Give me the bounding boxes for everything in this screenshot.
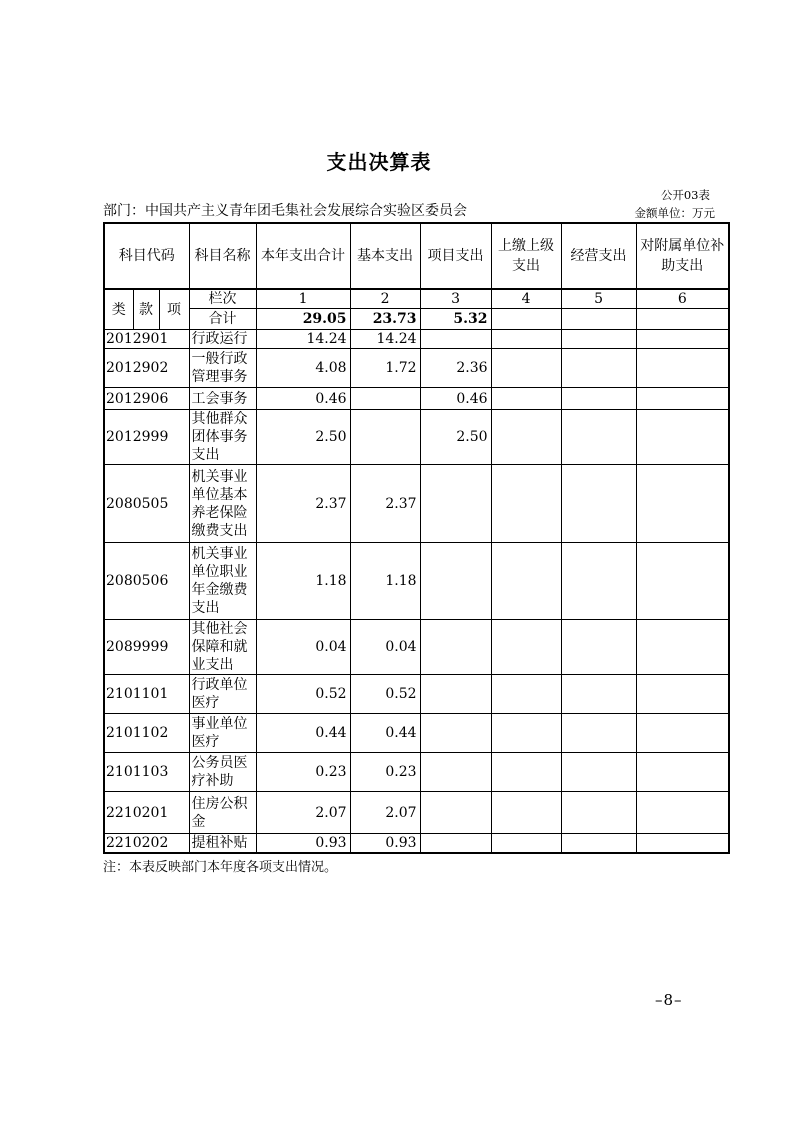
cell-project <box>420 465 491 543</box>
header-subject-name: 科目名称 <box>189 223 256 289</box>
cell-subject-name: 机关事业单位基本养老保险缴费支出 <box>189 465 256 543</box>
cell-subsidy <box>636 543 729 620</box>
cell-basic: 0.93 <box>350 834 420 854</box>
cell-operating <box>561 388 636 410</box>
table-row <box>104 714 729 753</box>
cell-subject-name: 住房公积金 <box>189 792 256 834</box>
cell-basic: 0.52 <box>350 675 420 714</box>
header-col-basic: 基本支出 <box>350 223 420 289</box>
cell-project <box>420 675 491 714</box>
cell-subject-code: 2012901 <box>104 330 189 349</box>
cell-project <box>420 834 491 854</box>
cell-total: 2.37 <box>256 465 350 543</box>
cell-total: 2.07 <box>256 792 350 834</box>
column-index-label: 栏次 <box>189 289 256 309</box>
cell-operating <box>561 543 636 620</box>
cell-subsidy <box>636 410 729 465</box>
total-cell-subsidy <box>636 309 729 330</box>
cell-operating <box>561 792 636 834</box>
cell-subject-name: 其他群众团体事务支出 <box>189 410 256 465</box>
cell-basic: 1.72 <box>350 349 420 388</box>
cell-operating <box>561 465 636 543</box>
cell-subject-code: 2012999 <box>104 410 189 465</box>
cell-basic: 2.37 <box>350 465 420 543</box>
cell-total: 0.46 <box>256 388 350 410</box>
cell-subject-code: 2080505 <box>104 465 189 543</box>
cell-subsidy <box>636 388 729 410</box>
header-col-project: 项目支出 <box>420 223 491 289</box>
table-row <box>104 834 729 854</box>
table-row <box>104 753 729 792</box>
column-index-4: 4 <box>491 289 561 309</box>
unit-label: 金额单位：万元 <box>634 206 715 220</box>
cell-subject-name: 公务员医疗补助 <box>189 753 256 792</box>
cell-handover <box>491 714 561 753</box>
cell-handover <box>491 834 561 854</box>
cell-subject-name: 机关事业单位职业年金缴费支出 <box>189 543 256 620</box>
header-col-subsidy: 对附属单位补助支出 <box>636 223 729 289</box>
cell-project: 0.46 <box>420 388 491 410</box>
table-row <box>104 330 729 349</box>
column-index-3: 3 <box>420 289 491 309</box>
cell-handover <box>491 543 561 620</box>
cell-operating <box>561 349 636 388</box>
cell-basic: 0.23 <box>350 753 420 792</box>
cell-project <box>420 792 491 834</box>
cell-subsidy <box>636 675 729 714</box>
cell-basic: 0.04 <box>350 620 420 675</box>
cell-operating <box>561 675 636 714</box>
cell-subject-name: 工会事务 <box>189 388 256 410</box>
cell-total: 4.08 <box>256 349 350 388</box>
header-col-handover: 上缴上级支出 <box>491 223 561 289</box>
table-code-label: 公开03表 <box>660 188 710 202</box>
cell-subject-code: 2210202 <box>104 834 189 854</box>
cell-subject-name: 行政单位医疗 <box>189 675 256 714</box>
cell-project <box>420 714 491 753</box>
cell-basic: 2.07 <box>350 792 420 834</box>
cell-total: 0.52 <box>256 675 350 714</box>
cell-operating <box>561 330 636 349</box>
cell-subject-name: 一般行政管理事务 <box>189 349 256 388</box>
header-col-operating: 经营支出 <box>561 223 636 289</box>
cell-subject-name: 其他社会保障和就业支出 <box>189 620 256 675</box>
cell-handover <box>491 620 561 675</box>
header-sub-class: 类 <box>104 289 133 330</box>
cell-subject-code: 2080506 <box>104 543 189 620</box>
cell-subsidy <box>636 349 729 388</box>
cell-subsidy <box>636 792 729 834</box>
cell-total: 0.93 <box>256 834 350 854</box>
cell-subsidy <box>636 465 729 543</box>
cell-operating <box>561 620 636 675</box>
column-index-6: 6 <box>636 289 729 309</box>
cell-subsidy <box>636 714 729 753</box>
cell-project: 2.50 <box>420 410 491 465</box>
total-cell-handover <box>491 309 561 330</box>
cell-handover <box>491 330 561 349</box>
table-row <box>104 675 729 714</box>
header-subject-code: 科目代码 <box>104 223 189 289</box>
cell-handover <box>491 349 561 388</box>
table-row <box>104 349 729 388</box>
page-title: 支出决算表 <box>326 150 432 174</box>
cell-subsidy <box>636 330 729 349</box>
cell-handover <box>491 465 561 543</box>
expenditure-table <box>103 222 730 854</box>
cell-basic: 0.44 <box>350 714 420 753</box>
cell-subject-name: 行政运行 <box>189 330 256 349</box>
cell-handover <box>491 388 561 410</box>
cell-subject-code: 2089999 <box>104 620 189 675</box>
cell-operating <box>561 834 636 854</box>
column-index-row <box>104 289 729 309</box>
cell-project <box>420 330 491 349</box>
total-row-label: 合计 <box>189 309 256 330</box>
table-row <box>104 792 729 834</box>
cell-subject-name: 事业单位医疗 <box>189 714 256 753</box>
column-index-5: 5 <box>561 289 636 309</box>
cell-total: 14.24 <box>256 330 350 349</box>
total-cell-project: 5.32 <box>420 309 491 330</box>
header-row <box>104 223 729 289</box>
cell-subject-code: 2101103 <box>104 753 189 792</box>
header-sub-section: 款 <box>133 289 159 330</box>
cell-operating <box>561 714 636 753</box>
cell-total: 1.18 <box>256 543 350 620</box>
cell-project: 2.36 <box>420 349 491 388</box>
column-index-2: 2 <box>350 289 420 309</box>
cell-subsidy <box>636 834 729 854</box>
cell-total: 2.50 <box>256 410 350 465</box>
cell-basic <box>350 388 420 410</box>
total-cell-basic: 23.73 <box>350 309 420 330</box>
table-row <box>104 465 729 543</box>
cell-basic <box>350 410 420 465</box>
cell-basic: 1.18 <box>350 543 420 620</box>
table-row <box>104 388 729 410</box>
cell-handover <box>491 753 561 792</box>
cell-subject-code: 2012902 <box>104 349 189 388</box>
cell-handover <box>491 410 561 465</box>
table-note: 注：本表反映部门本年度各项支出情况。 <box>103 860 338 875</box>
cell-total: 0.04 <box>256 620 350 675</box>
cell-project <box>420 543 491 620</box>
cell-subsidy <box>636 620 729 675</box>
cell-basic: 14.24 <box>350 330 420 349</box>
department-line: 部门：中国共产主义青年团毛集社会发展综合实验区委员会 <box>103 203 467 219</box>
header-sub-item: 项 <box>159 289 189 330</box>
total-cell-operating <box>561 309 636 330</box>
table-row <box>104 620 729 675</box>
cell-subject-code: 2210201 <box>104 792 189 834</box>
cell-subject-code: 2012906 <box>104 388 189 410</box>
cell-subject-code: 2101101 <box>104 675 189 714</box>
cell-subsidy <box>636 753 729 792</box>
page-number: –8– <box>655 991 683 1009</box>
total-row <box>104 309 729 330</box>
cell-project <box>420 753 491 792</box>
cell-handover <box>491 675 561 714</box>
table-row <box>104 410 729 465</box>
cell-total: 0.23 <box>256 753 350 792</box>
total-cell-total: 29.05 <box>256 309 350 330</box>
column-index-1: 1 <box>256 289 350 309</box>
cell-project <box>420 620 491 675</box>
cell-subject-name: 提租补贴 <box>189 834 256 854</box>
cell-subject-code: 2101102 <box>104 714 189 753</box>
header-col-total: 本年支出合计 <box>256 223 350 289</box>
table-row <box>104 543 729 620</box>
cell-handover <box>491 792 561 834</box>
cell-operating <box>561 410 636 465</box>
cell-operating <box>561 753 636 792</box>
cell-total: 0.44 <box>256 714 350 753</box>
